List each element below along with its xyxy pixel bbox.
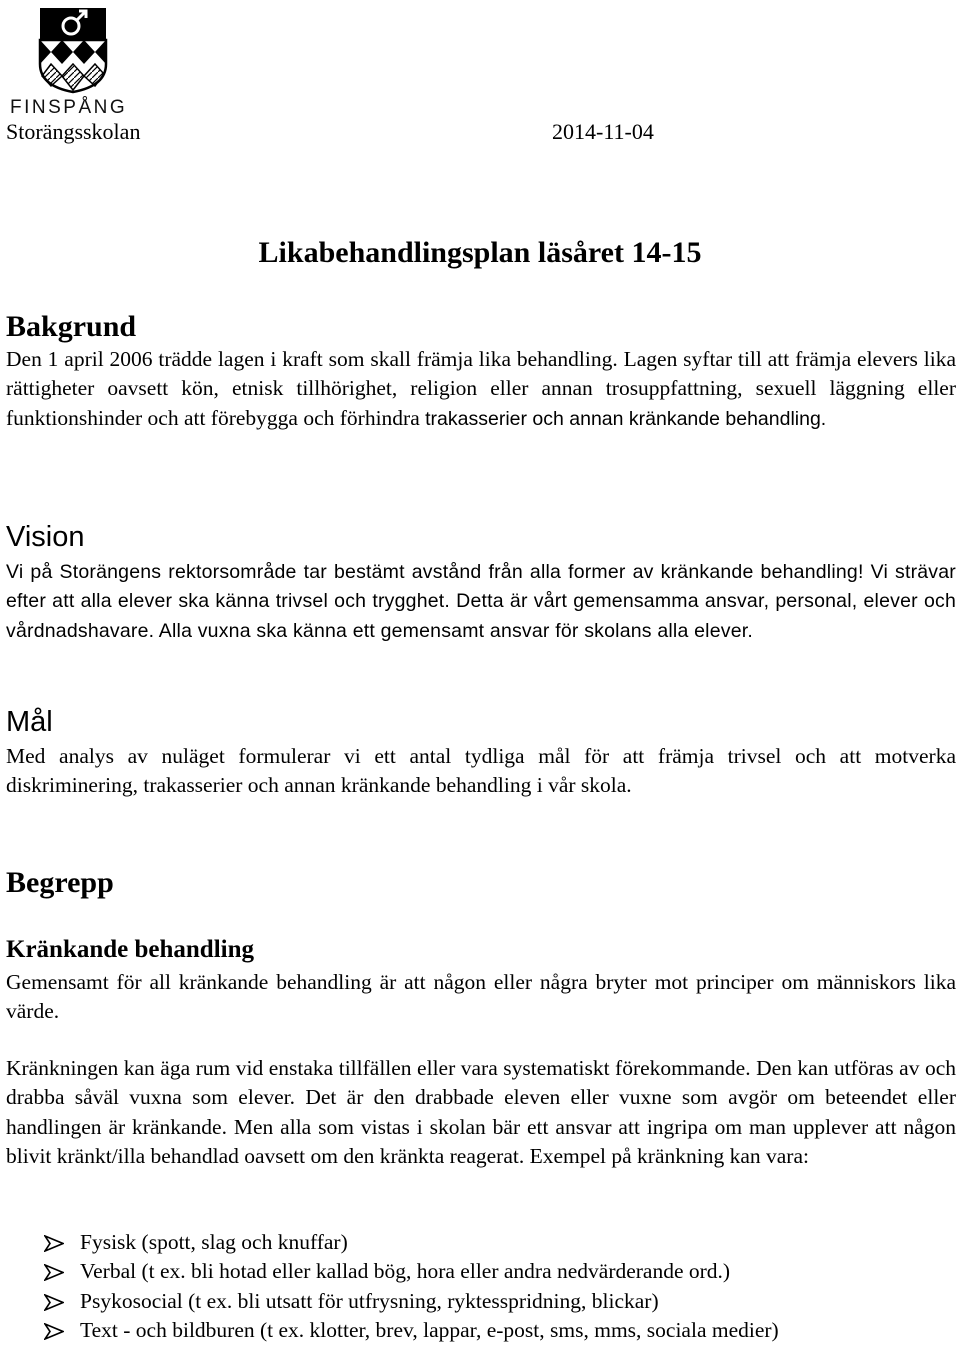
paragraph-mal: Med analys av nuläget formulerar vi ett antal tydliga mål för att främja trivsel och att motverka diskriminering, trakasserier och annan kränkande behandling i vår skola. [6,744,956,798]
logo-wordmark: FINSPÅNG [10,97,128,118]
arrow-bullet-icon [44,1294,64,1311]
example-text: Psykosocial (t ex. bli utsatt för utfrysning, ryktesspridning, blickar) [80,1288,659,1313]
list-item [44,1257,779,1286]
bakgrund-text-sans: trakasserier och annan kränkande behandling. [425,407,827,430]
heading-begrepp: Begrepp [6,866,114,899]
arrow-bullet-icon [44,1264,64,1281]
heading-mal: Mål [6,706,53,738]
example-text: Text - och bildburen (t ex. klotter, brev, lappar, e-post, sms, mms, sociala medier) [80,1317,779,1342]
paragraph-begrepp-2: Kränkningen kan äga rum vid enstaka tillfällen eller vara systematiskt förekommande. Den kan utföras av och drabba såväl vuxna som elever. Det är den drabbade eleven eller vuxne som avgör om beteendet eller handlingen är kränkande. Men alla som vistas i skolan bär ett ansvar att ingripa om man upplever att någon blivit kränkt/illa behandlad oavsett om den kränkta reagerat. Exempel på kränkning kan vara: [6,1056,956,1168]
paragraph-vision: Vi på Storängens rektorsområde tar bestämt avstånd från alla former av kränkande behandling! Vi strävar efter att alla elever ska känna trivsel och trygghet. Detta är vårt gemensamma ansvar, personal, elever och vårdnadshavare. Alla vuxna ska känna ett gemensamt ansvar för skolans alla elever. [6,561,956,642]
heading-bakgrund: Bakgrund [6,310,137,343]
arrow-bullet-icon [44,1323,64,1340]
example-text: Verbal (t ex. bli hotad eller kallad bög, hora eller andra nedvärderande ord.) [80,1259,731,1284]
arrow-bullet-icon [44,1235,64,1252]
example-text: Fysisk (spott, slag och knuffar) [80,1230,348,1254]
examples-list [44,1228,779,1345]
bakgrund-text-serif: Den 1 april 2006 trädde lagen i kraft som skall främja lika behandling. Lagen syftar till att främja elevers lika rättigheter oavsett kön, etnisk tillhörighet, religion eller annan trosuppfattning, sexuell läggning eller funktionshinder och att förebygga och förhindra [6,347,956,430]
list-item [44,1228,779,1257]
document-date: 2014-11-04 [552,119,654,144]
heading-krankande-behandling: Kränkande behandling [6,936,255,963]
paragraph-begrepp-1: Gemensamt för all kränkande behandling är att någon eller några bryter mot principer om människors lika värde. [6,970,956,1024]
heading-vision: Vision [6,521,85,553]
page-title: Likabehandlingsplan läsåret 14-15 [258,236,702,269]
paragraph-bakgrund [6,345,956,434]
list-item [44,1287,779,1316]
municipal-shield-icon [38,6,108,94]
school-name: Storängsskolan [6,119,141,144]
list-item [44,1316,779,1345]
